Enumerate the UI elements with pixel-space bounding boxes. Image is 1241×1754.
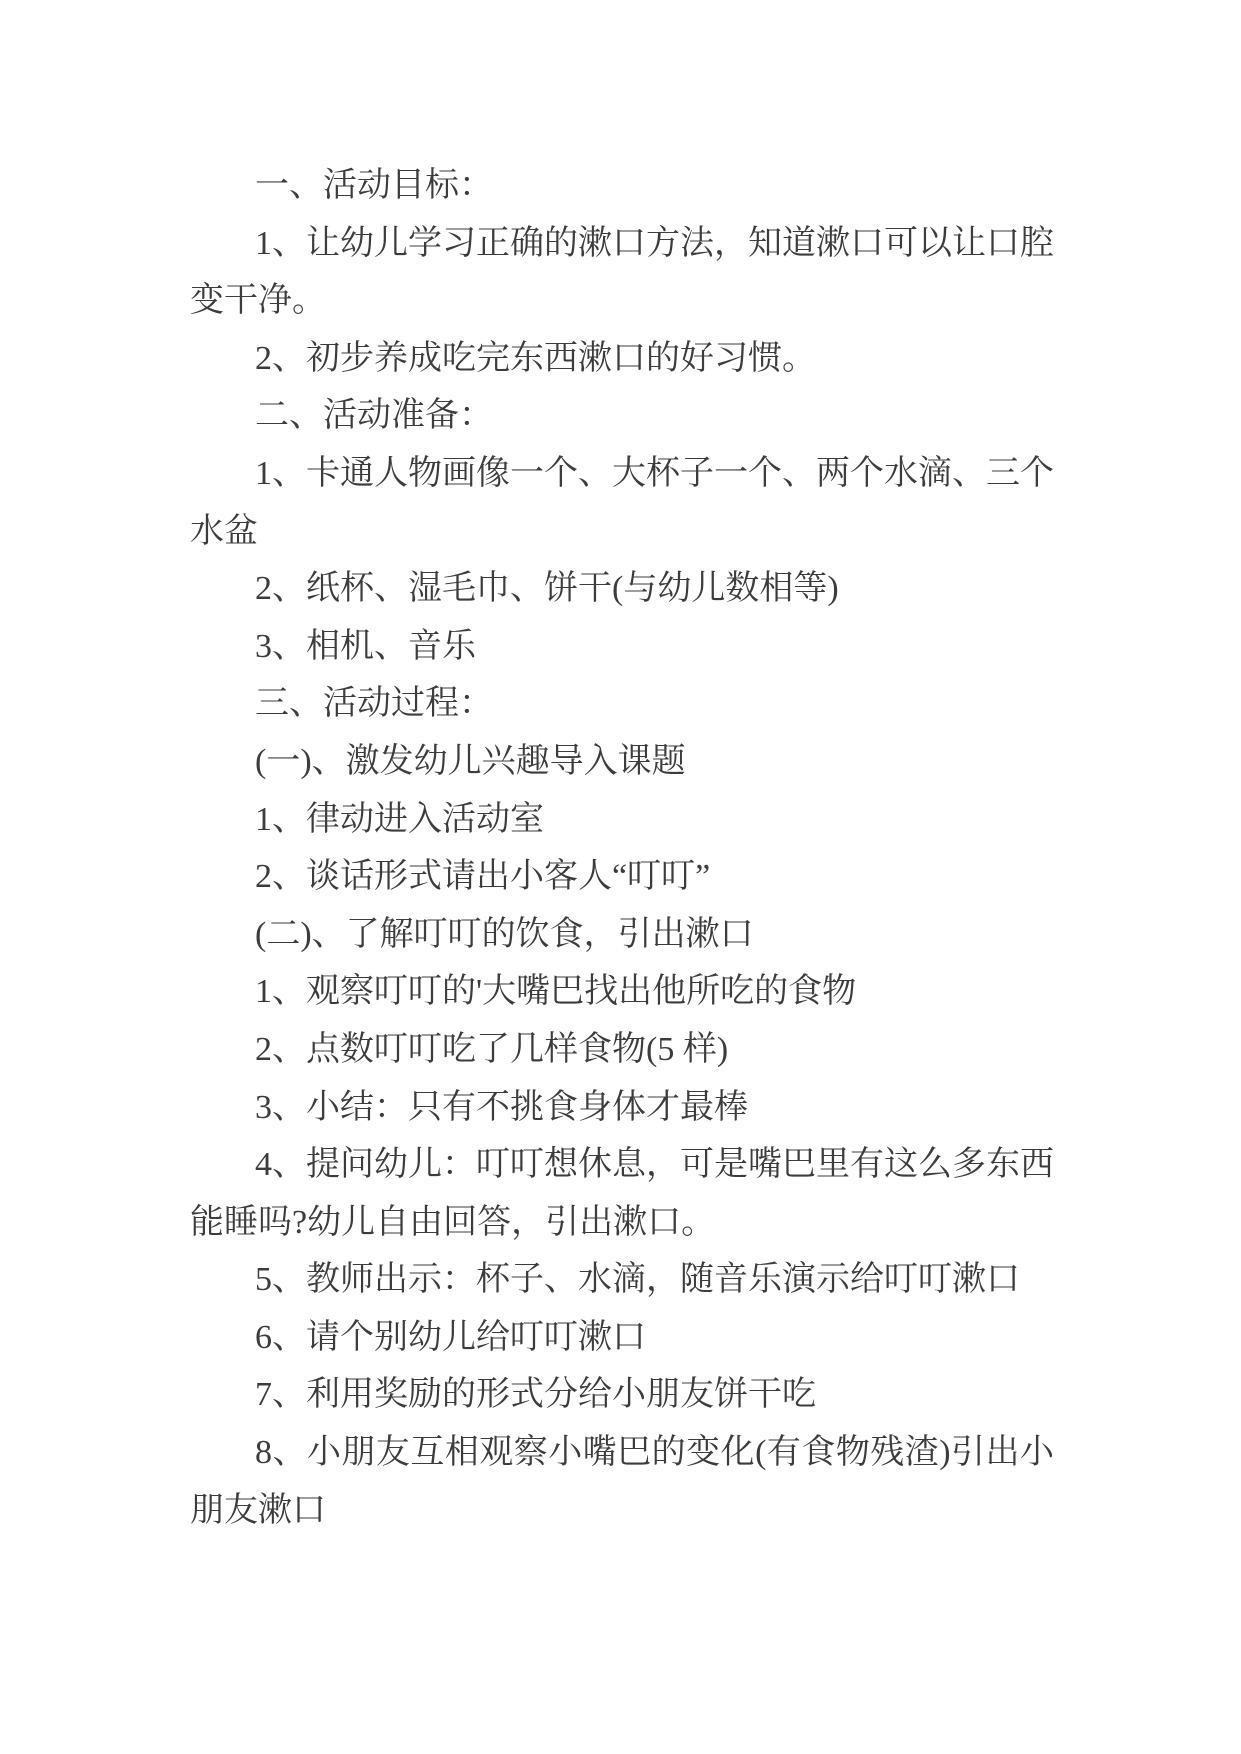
paragraph: 2、谈话形式请出小客人“叮叮”: [255, 858, 711, 896]
paragraph: (二)、了解叮叮的饮食，引出漱口: [255, 915, 754, 953]
paragraph: (一)、激发幼儿兴趣导入课题: [255, 742, 686, 780]
paragraph: 2、初步养成吃完东西漱口的好习惯。: [255, 339, 816, 377]
paragraph: 二、活动准备：: [255, 397, 493, 435]
paragraph: 1、让幼儿学习正确的漱口方法，知道漱口可以让口腔变干净。: [190, 224, 1054, 320]
paragraph: 三、活动过程：: [255, 685, 493, 723]
document-body: [190, 157, 1054, 1539]
paragraph: 2、点数叮叮吃了几样食物(5 样): [255, 1030, 729, 1068]
paragraph: 5、教师出示：杯子、水滴，随音乐演示给叮叮漱口: [255, 1261, 1020, 1299]
paragraph: 7、利用奖励的形式分给小朋友饼干吃: [255, 1376, 816, 1414]
paragraph: 6、请个别幼儿给叮叮漱口: [255, 1318, 646, 1356]
paragraph: 1、观察叮叮的'大嘴巴找出他所吃的食物: [255, 973, 857, 1011]
paragraph: 8、小朋友互相观察小嘴巴的变化(有食物残渣)引出小朋友漱口: [190, 1434, 1054, 1529]
paragraph: 1、卡通人物画像一个、大杯子一个、两个水滴、三个水盆: [190, 454, 1054, 550]
paragraph: 2、纸杯、湿毛巾、饼干(与幼儿数相等): [255, 570, 839, 608]
paragraph: 4、提问幼儿：叮叮想休息，可是嘴巴里有这么多东西能睡吗?幼儿自由回答，引出漱口。: [190, 1146, 1054, 1241]
paragraph: 一、活动目标：: [255, 167, 493, 204]
paragraph: 3、相机、音乐: [255, 627, 476, 665]
paragraph: 1、律动进入活动室: [255, 800, 544, 838]
paragraph: 3、小结：只有不挑食身体才最棒: [255, 1088, 748, 1126]
